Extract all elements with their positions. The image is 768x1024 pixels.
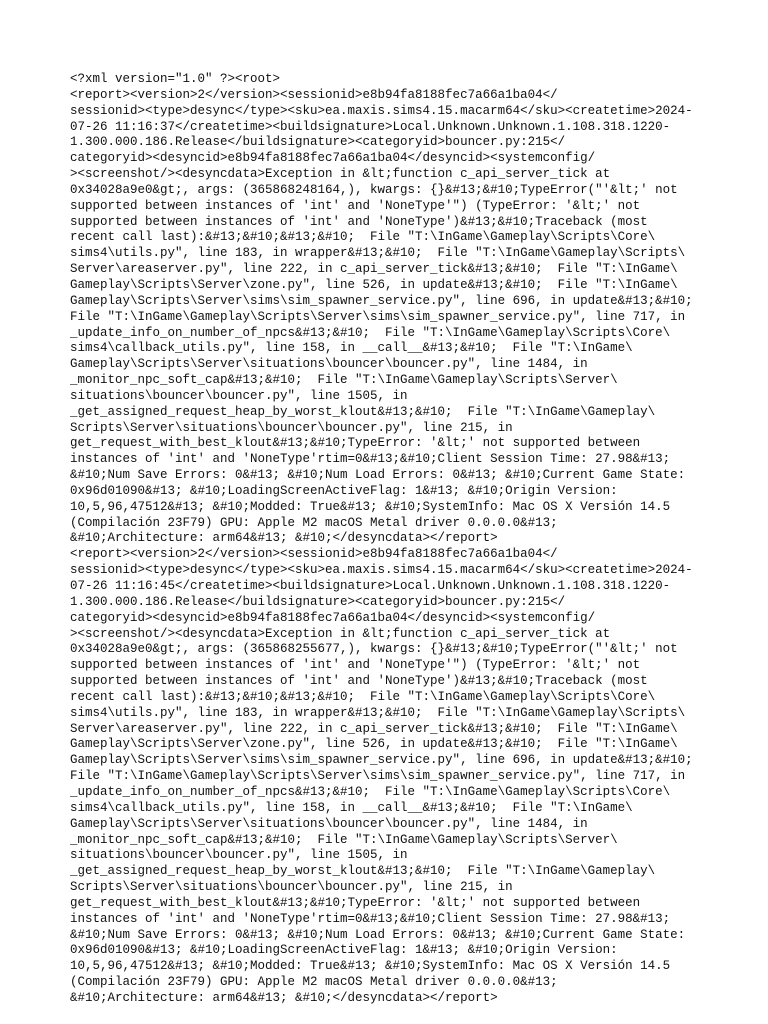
log-line: (Compilación 23F79) GPU: Apple M2 macOS Metal driver 0.0.0.0&#13; (70, 515, 558, 530)
log-line: recent call last):&#13;&#10;&#13;&#10; File "T:\InGame\Gameplay\Scripts\Core\ (70, 689, 656, 704)
log-line: Scripts\Server\situations\bouncer\bouncer.py", line 215, in (70, 880, 513, 895)
log-line: 0x96d01090&#13; &#10;LoadingScreenActiveFlag: 1&#13; &#10;Origin Version: (70, 943, 618, 958)
log-line: &#10;Architecture: arm64&#13; &#10;</desyncdata></report> (70, 990, 498, 1005)
log-line: instances of 'int' and 'NoneType'rtim=0&#13;&#10;Client Session Time: 27.98&#13; (70, 452, 671, 467)
log-line: get_request_with_best_klout&#13;&#10;TypeError: '&lt;' not supported between (70, 895, 641, 910)
log-line: ><screenshot/><desyncdata>Exception in &lt;function c_api_server_tick at (70, 626, 611, 641)
log-line: situations\bouncer\bouncer.py", line 1505, in (70, 388, 408, 403)
log-line: categoryid><desyncid>e8b94fa8188fec7a66a1ba04</desyncid><systemconfig/ (70, 151, 596, 166)
log-line: get_request_with_best_klout&#13;&#10;TypeError: '&lt;' not supported between (70, 436, 641, 451)
log-line: Gameplay\Scripts\Server\sims\sim_spawner_service.py", line 696, in update&#13;&#10; (70, 293, 693, 308)
log-line: _update_info_on_number_of_npcs&#13;&#10; File "T:\InGame\Gameplay\Scripts\Core\ (70, 325, 671, 340)
log-line: sims4\callback_utils.py", line 158, in __call__&#13;&#10; File "T:\InGame\ (70, 800, 633, 815)
log-line: sims4\utils.py", line 183, in wrapper&#13;&#10; File "T:\InGame\Gameplay\Scripts\ (70, 246, 686, 261)
log-line: 07-26 11:16:45</createtime><buildsignature>Local.Unknown.Unknown.1.108.318.1220- (70, 579, 671, 593)
log-line: &#10;Architecture: arm64&#13; &#10;</desyncdata></report> (70, 531, 498, 546)
log-line: situations\bouncer\bouncer.py", line 1505, in (70, 848, 408, 863)
log-line: 10,5,96,47512&#13; &#10;Modded: True&#13; &#10;SystemInfo: Mac OS X Versión 14.5 (70, 959, 671, 974)
log-line: 0x96d01090&#13; &#10;LoadingScreenActiveFlag: 1&#13; &#10;Origin Version: (70, 483, 618, 498)
log-line: Gameplay\Scripts\Server\situations\bouncer\bouncer.py", line 1484, in (70, 816, 588, 831)
log-line: supported between instances of 'int' and 'NoneType'") (TypeError: '&lt;' not (70, 658, 641, 673)
log-line: Gameplay\Scripts\Server\zone.py", line 526, in update&#13;&#10; File "T:\InGame\ (70, 277, 678, 292)
log-line: sessionid><type>desync</type><sku>ea.maxis.sims4.15.macarm64</sku><createtime>2024- (70, 103, 693, 118)
log-line: 1.300.000.186.Release</buildsignature><categoryid>bouncer.py:215</ (70, 594, 566, 609)
log-line: (Compilación 23F79) GPU: Apple M2 macOS Metal driver 0.0.0.0&#13; (70, 975, 558, 990)
log-line: recent call last):&#13;&#10;&#13;&#10; File "T:\InGame\Gameplay\Scripts\Core\ (70, 230, 656, 245)
log-line: &#10;Num Save Errors: 0&#13; &#10;Num Load Errors: 0&#13; &#10;Current Game State: (70, 927, 686, 942)
log-line: sims4\callback_utils.py", line 158, in __call__&#13;&#10; File "T:\InGame\ (70, 341, 633, 356)
log-line: categoryid><desyncid>e8b94fa8188fec7a66a1ba04</desyncid><systemconfig/ (70, 610, 596, 625)
log-line: instances of 'int' and 'NoneType'rtim=0&#13;&#10;Client Session Time: 27.98&#13; (70, 911, 671, 926)
log-line: Gameplay\Scripts\Server\situations\bouncer\bouncer.py", line 1484, in (70, 357, 588, 372)
log-line: supported between instances of 'int' and 'NoneType')&#13;&#10;Traceback (most (70, 214, 648, 229)
log-line: <report><version>2</version><sessionid>e8b94fa8188fec7a66a1ba04</ (70, 547, 558, 562)
log-line: File "T:\InGame\Gameplay\Scripts\Server\sims\sim_spawner_service.py", line 717, in (70, 309, 686, 324)
log-line: Server\areaserver.py", line 222, in c_api_server_tick&#13;&#10; File "T:\InGame\ (70, 721, 678, 736)
log-line: Scripts\Server\situations\bouncer\bouncer.py", line 215, in (70, 420, 513, 435)
log-line: supported between instances of 'int' and 'NoneType')&#13;&#10;Traceback (most (70, 674, 648, 689)
log-line: Server\areaserver.py", line 222, in c_api_server_tick&#13;&#10; File "T:\InGame\ (70, 262, 678, 277)
log-line: sims4\utils.py", line 183, in wrapper&#13;&#10; File "T:\InGame\Gameplay\Scripts\ (70, 705, 686, 720)
log-line: ><screenshot/><desyncdata>Exception in &lt;function c_api_server_tick at (70, 167, 611, 182)
log-line: Gameplay\Scripts\Server\sims\sim_spawner_service.py", line 696, in update&#13;&#10; (70, 753, 693, 768)
log-line: 0x34028a9e0&gt;, args: (365868255677,), kwargs: {}&#13;&#10;TypeError("'&lt;' not (70, 642, 678, 657)
log-line: _get_assigned_request_heap_by_worst_klout&#13;&#10; File "T:\InGame\Gameplay\ (70, 864, 656, 879)
log-line: Gameplay\Scripts\Server\zone.py", line 526, in update&#13;&#10; File "T:\InGame\ (70, 737, 678, 752)
log-line: _monitor_npc_soft_cap&#13;&#10; File "T:\InGame\Gameplay\Scripts\Server\ (70, 832, 618, 847)
log-line: <report><version>2</version><sessionid>e8b94fa8188fec7a66a1ba04</ (70, 87, 558, 102)
log-line: 07-26 11:16:37</createtime><buildsignature>Local.Unknown.Unknown.1.108.318.1220- (70, 119, 671, 134)
log-line: 10,5,96,47512&#13; &#10;Modded: True&#13; &#10;SystemInfo: Mac OS X Versión 14.5 (70, 499, 671, 514)
log-line: sessionid><type>desync</type><sku>ea.maxis.sims4.15.macarm64</sku><createtime>2024- (70, 563, 693, 578)
error-log-text (70, 72, 710, 1007)
document-page (70, 72, 710, 1007)
log-line: 1.300.000.186.Release</buildsignature><categoryid>bouncer.py:215</ (70, 135, 566, 150)
log-line: supported between instances of 'int' and 'NoneType'") (TypeError: '&lt;' not (70, 198, 641, 213)
log-line: &#10;Num Save Errors: 0&#13; &#10;Num Load Errors: 0&#13; &#10;Current Game State: (70, 468, 686, 483)
log-line: _get_assigned_request_heap_by_worst_klout&#13;&#10; File "T:\InGame\Gameplay\ (70, 404, 656, 419)
log-line: File "T:\InGame\Gameplay\Scripts\Server\sims\sim_spawner_service.py", line 717, in (70, 769, 686, 784)
log-line: <?xml version="1.0" ?><root> (70, 72, 281, 86)
log-line: _monitor_npc_soft_cap&#13;&#10; File "T:\InGame\Gameplay\Scripts\Server\ (70, 373, 618, 388)
log-line: 0x34028a9e0&gt;, args: (365868248164,), kwargs: {}&#13;&#10;TypeError("'&lt;' not (70, 182, 678, 197)
log-line: _update_info_on_number_of_npcs&#13;&#10; File "T:\InGame\Gameplay\Scripts\Core\ (70, 784, 671, 799)
